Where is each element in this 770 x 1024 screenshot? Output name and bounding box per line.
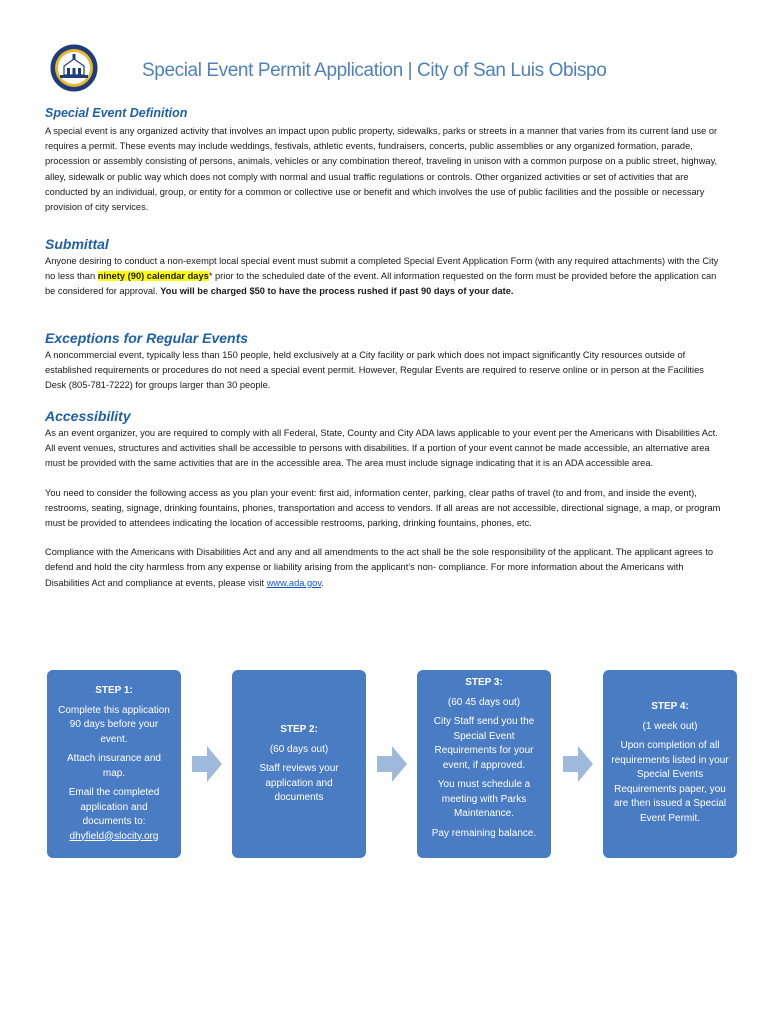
arrow-right-icon: [377, 746, 407, 782]
page-title: Special Event Permit Application | City of San Luis Obispo: [142, 60, 607, 81]
accessibility-para-2: You need to consider the following access as you plan your event: first aid, information center, parking, clear paths of travel (to and from, and inside the event), restrooms, seating, signage, drinking fountains, phones, transportation and access to vendors. If all areas are not accessible, directional signage, a map, or program must be provided to attendees indicating the location of accessible restrooms, parking, drinking fountains, phones, etc.: [45, 487, 721, 529]
step-1-title: STEP 1:: [95, 685, 133, 696]
submittal-text-start: Anyone desiring to conduct a non-exempt local special event must submit a completed Special Event Application Form (with any required attachments) with the City no less than: [45, 256, 719, 282]
step-3-meeting: You must schedule a meeting with Parks Maintenance.: [437, 779, 531, 819]
step-2-text: Staff reviews your application and documents: [259, 763, 339, 803]
step-4-timing: (1 week out): [642, 720, 698, 732]
step-1-text: Complete this application 90 days before your event.: [58, 704, 170, 745]
step-2-box: [232, 670, 366, 858]
step-4-title: STEP 4:: [651, 701, 689, 712]
section-definition: [45, 106, 725, 215]
step-1-insurance: Attach insurance and map.: [67, 753, 161, 779]
step-2-timing: (60 days out): [269, 743, 329, 755]
accessibility-para-3-text: Compliance with the Americans with Disabilities Act and any and all amendments to the act shall be the sole responsibility of the applicant. The applicant agrees to defend and hold the city harmless from any expense or liability arising from the applicant’s non- compliance. For more information about the Americans with Disabilities Act and compliance at events, please visit: [45, 547, 714, 588]
section-accessibility: [45, 408, 725, 591]
arrow-right-icon: [192, 746, 222, 782]
exceptions-text: A noncommercial event, typically less than 150 people, held exclusively at a City facility or park which does not impact significantly City resources outside of established requirements or procedures do not need a special event permit. However, Regular Events are required to reserve online or in person at the Facilities Desk (805-781-7222) for groups larger than 30 people.: [45, 350, 704, 391]
submittal-text-middle: * prior to the scheduled date of the event. All information requested on the form must be provided before the application can be considered for approval.: [45, 271, 717, 297]
accessibility-para-3-end: .: [321, 577, 324, 588]
step-1-email-text: Email the completed application and documents to:: [68, 787, 160, 827]
accessibility-heading: Accessibility: [45, 408, 131, 424]
arrow-right-icon: [563, 746, 593, 782]
submittal-highlight: ninety (90) calendar days: [97, 271, 209, 282]
submittal-heading: Submittal: [45, 236, 109, 252]
submittal-text: [45, 254, 725, 300]
step-3-text: City Staff send you the Special Event Requirements for your event, if approved.: [433, 716, 535, 771]
step-2-title: STEP 2:: [280, 724, 318, 735]
step-3-title: STEP 3:: [465, 677, 503, 688]
accessibility-para-3: [45, 545, 725, 591]
step-3-timing: (60 45 days out): [447, 696, 521, 708]
definition-heading: Special Event Definition: [45, 106, 188, 120]
city-seal-logo: [50, 44, 98, 92]
section-submittal: [45, 236, 725, 300]
section-exceptions: [45, 330, 725, 394]
step-4-box: [603, 670, 737, 858]
definition-text: A special event is any organized activity that involves an impact upon public property, sidewalks, parks or streets in a manner that varies from its current land use or requires a permit. These events may include weddings, festivals, athletic events, fundraisers, concerts, public assemblies or any organized formation, parade, procession or assembly consisting of persons, animals, vehicles or any combination thereof, traveling in unison with a common purpose on a public street, highway, alley, sidewalk or public way which does not comply with normal and usual traffic regulations or controls. Other organized activities or set of activities that are conducted by an individual, group, or entity for a common or collective use or benefit and which involves the use of public facilities and the possible or necessary provision of city services.: [45, 126, 718, 213]
accessibility-para-1: As an event organizer, you are required to comply with all Federal, State, County and City ADA laws applicable to your event per the Americans with Disabilities Act. All event venues, structures and activities shall be accessible to persons with disabilities. If a portion of your event cannot be made accessible, an alternative area must be provided with the same activities that are in the accessible area. The area must include signage indicating that it is an ADA accessible area.: [45, 428, 718, 469]
submittal-rush-fee: You will be charged $50 to have the process rushed if past 90 days of your date.: [160, 286, 514, 297]
ada-gov-link[interactable]: www.ada.gov: [266, 577, 322, 588]
step-1-box: [47, 670, 181, 858]
exceptions-heading: Exceptions for Regular Events: [45, 330, 249, 346]
step-3-box: [417, 670, 551, 858]
step-4-text: Upon completion of all requirements listed in your Special Events Requirements paper, you are then issued a Special Event Permit.: [611, 740, 729, 824]
step-3-balance: Pay remaining balance.: [431, 827, 537, 839]
step-1-email-link[interactable]: dhyfield@slocity.org: [69, 830, 159, 842]
